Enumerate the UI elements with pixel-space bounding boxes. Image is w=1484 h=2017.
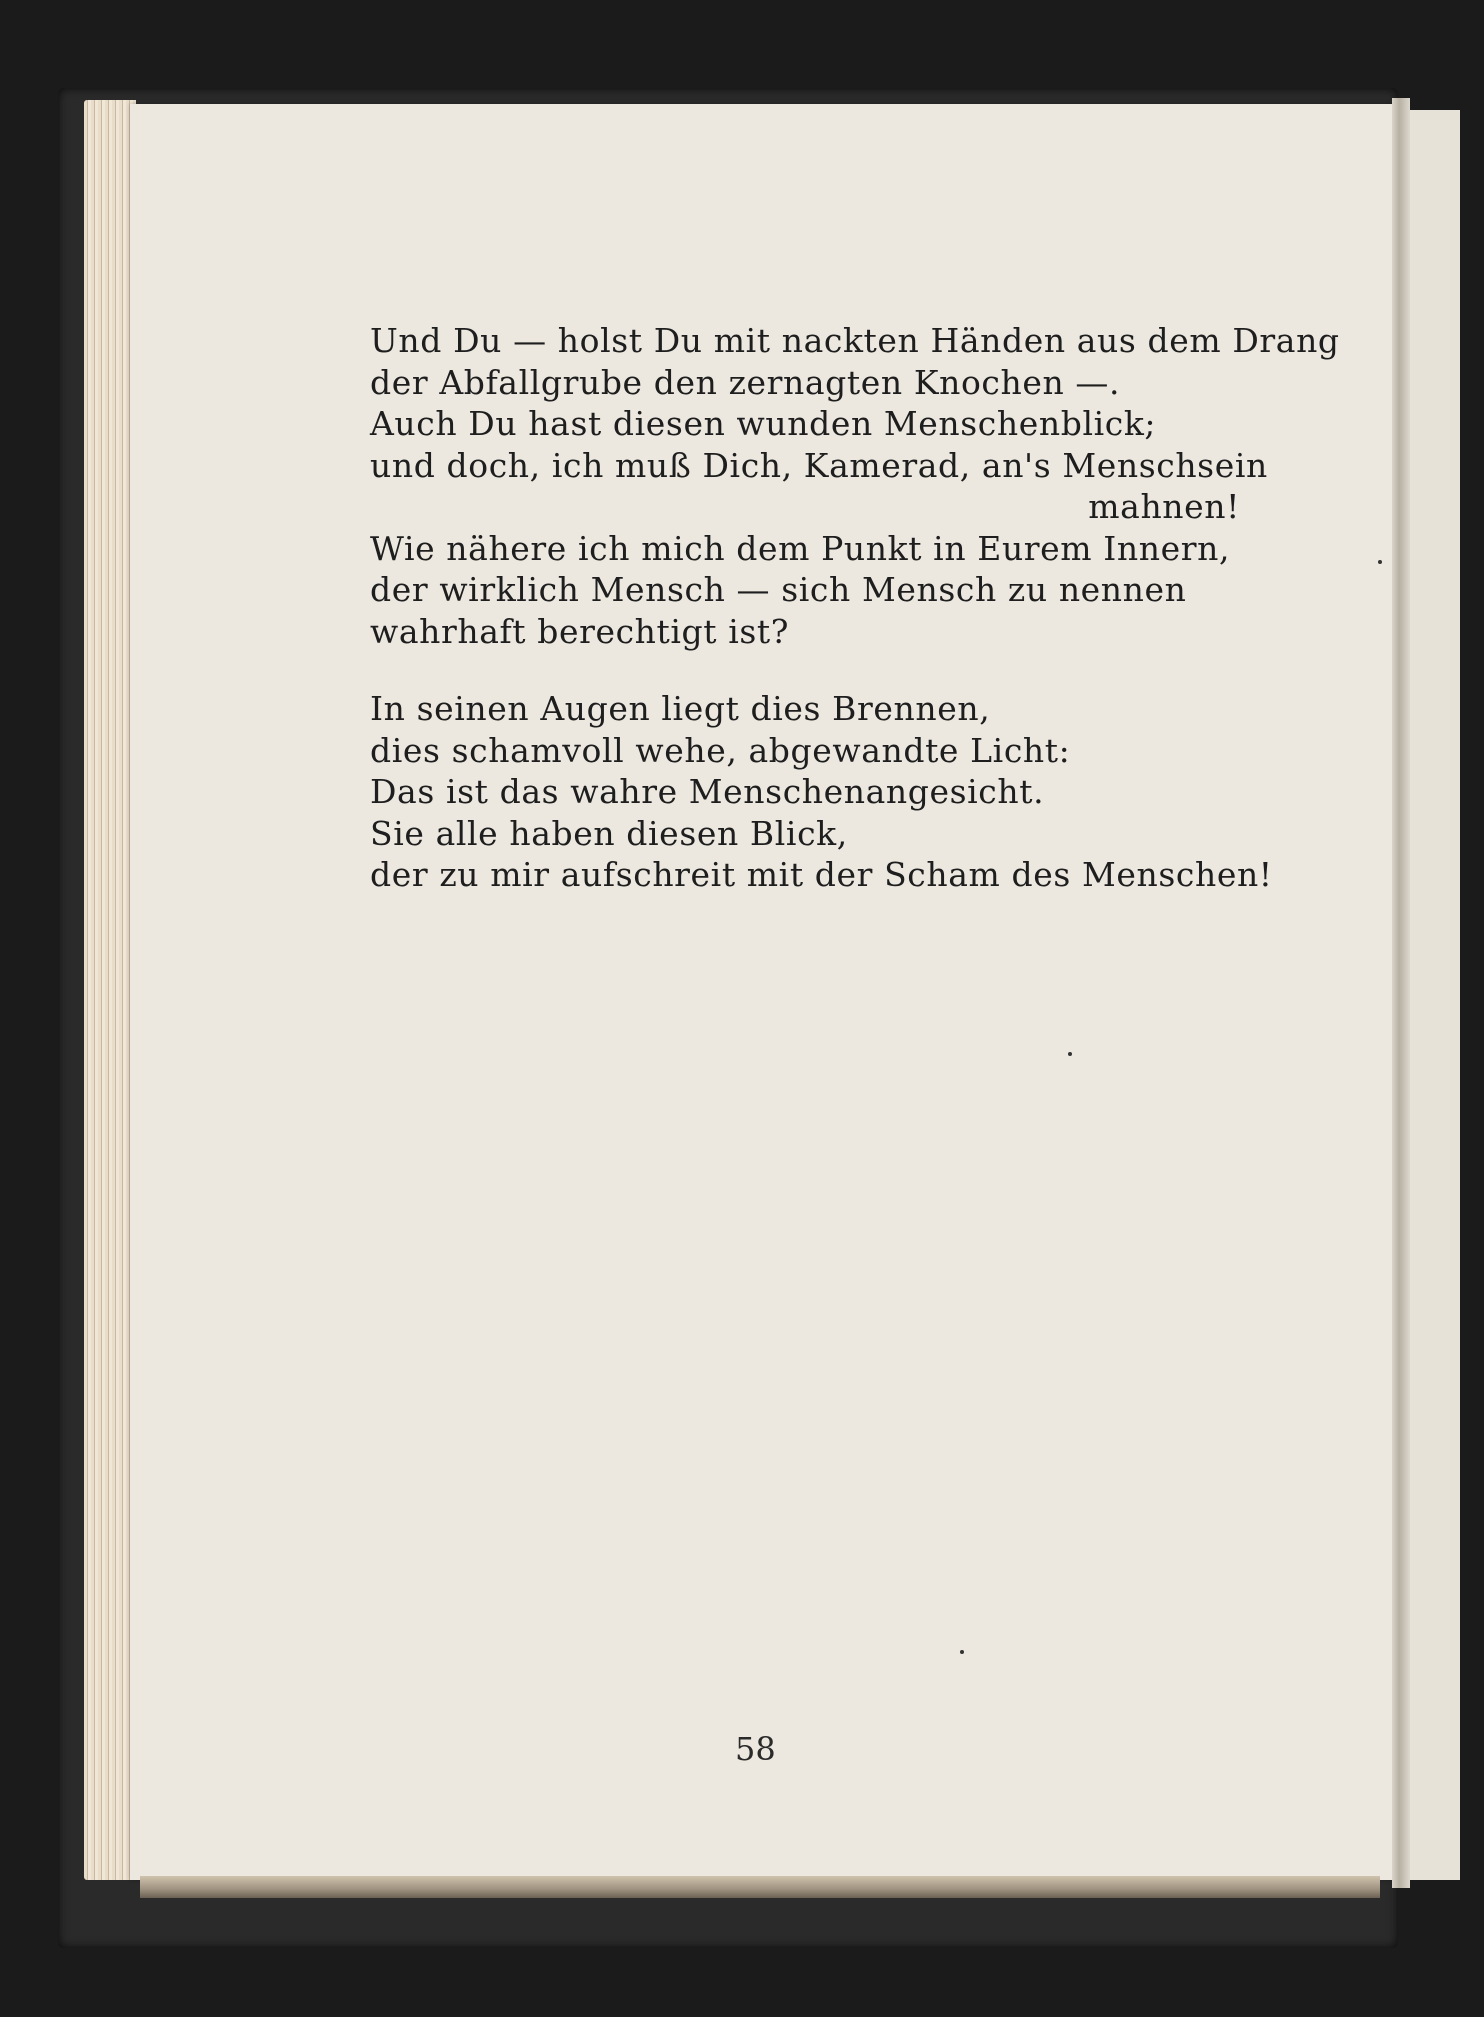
poem-line: In seinen Augen liegt dies Brennen,: [370, 689, 991, 728]
page-stack-edge: [84, 100, 136, 1880]
paper-speck: [960, 1650, 964, 1654]
stanza-gap: [370, 652, 1250, 688]
poem-line: der wirklich Mensch — sich Mensch zu nennen: [370, 570, 1187, 609]
poem-line: dies schamvoll wehe, abgewandte Licht:: [370, 730, 1071, 770]
poem-line: der Abfallgrube den zernagten Knochen —.: [370, 362, 1121, 402]
poem-line: der zu mir aufschreit mit der Scham des Menschen!: [370, 855, 1273, 894]
page-number: 58: [735, 1730, 776, 1768]
poem-line: Das ist das wahre Menschenangesicht.: [370, 772, 1045, 811]
paper-speck: [1378, 560, 1382, 564]
poem-text: [370, 320, 1340, 896]
poem-line: Wie nähere ich mich dem Punkt in Eurem Innern,: [370, 528, 1231, 568]
page-bottom-edge: [140, 1876, 1380, 1898]
facing-page-edge: [1410, 110, 1460, 1880]
poem-line: Und Du — holst Du mit nackten Händen aus dem Drang: [370, 321, 1340, 360]
poem-line: Auch Du hast diesen wunden Menschenblick;: [370, 404, 1157, 443]
poem-line: und doch, ich muß Dich, Kamerad, an's Menschsein: [370, 445, 1268, 485]
paper-speck: [1068, 1052, 1072, 1056]
book-gutter: [1392, 98, 1410, 1888]
poem-line: wahrhaft berechtigt ist?: [370, 611, 790, 651]
poem-line: Sie alle haben diesen Blick,: [370, 813, 848, 853]
poem-line-continuation: mahnen!: [1088, 487, 1240, 526]
